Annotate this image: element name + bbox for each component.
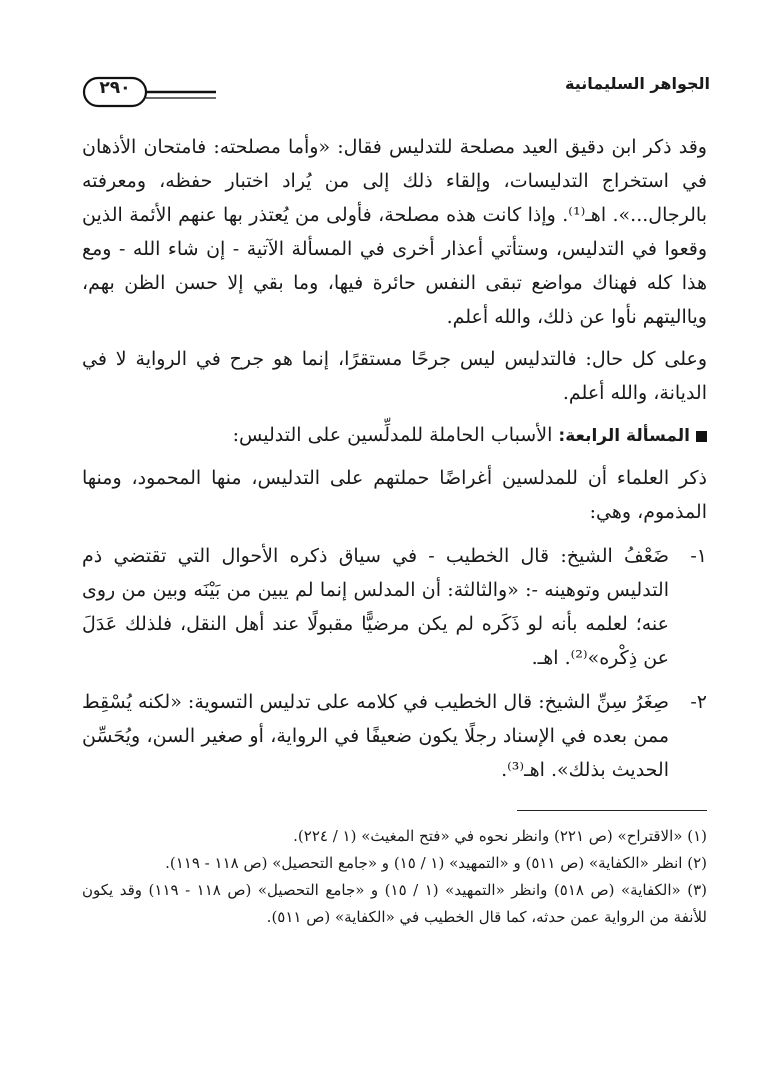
page-number: ٢٩٠ <box>99 78 131 98</box>
list-item-number: ٢- <box>690 691 707 713</box>
paragraph: وعلى كل حال: فالتدليس ليس جرحًا مستقرًا، إنما هو جرح في الرواية لا في الديانة، والله أعلم. <box>82 348 707 404</box>
section-heading-text: الأسباب الحاملة للمدلِّسين على التدليس: <box>232 424 553 446</box>
square-bullet-icon <box>696 431 707 442</box>
list-item-text: صِغَرُ سِنِّ الشيخ: قال الخطيب في كلامه على تدليس التسوية: «لكنه يُسْقِط ممن بعده في الإسناد رجلًا يكون ضعيفًا في الرواية، أو صغير السن، ويُحَسِّن الحديث بذلك». اهـ⁽³⁾. <box>82 691 669 781</box>
section-heading-label: المسألة الرابعة: <box>558 426 690 446</box>
list-item-text: ضَعْفُ الشيخ: قال الخطيب - في سياق ذكره الأحوال التي تقتضي ذم التدليس وتوهينه -: «والثالثة: أن المدلس إنما لم يبين من بَيْنَه وبين من روى عنه؛ لعلمه بأنه لو ذَكَره لم يكن مرضيًّا مقبولًا عند أهل النقل، فلذلك عَدَلَ عن ذِكْره»⁽²⁾. اهـ. <box>82 545 669 669</box>
page-number-ornament <box>80 72 220 112</box>
running-title: الجواهر السليمانية <box>565 74 710 93</box>
list-item <box>82 685 707 787</box>
page-header <box>80 72 710 112</box>
paragraph: وقد ذكر ابن دقيق العيد مصلحة للتدليس فقال: «وأما مصلحته: فامتحان الأذهان في استخراج التدليسات، وإلقاء ذلك إلى من يُراد اختبار حفظه، ومعرفته بالرجال...». اهـ⁽¹⁾. وإذا كانت هذه مصلحة، فأولى من يُعتذر بها عنهم الأئمة الذين وقعوا في التدليس، وستأتي أعذار أخرى في المسألة الآتية - إن شاء الله - ومع هذا كله فهناك مواضع تبقى النفس حائرة فيها، وما بقي إلا حسن الظن بهم، ويااليتهم نأوا عن ذلك، والله أعلم. <box>82 136 707 328</box>
paragraph: ذكر العلماء أن للمدلسين أغراضًا حملتهم على التدليس، منها المحمود، ومنها المذموم، وهي: <box>82 467 707 523</box>
main-text <box>82 130 707 787</box>
list-item <box>82 539 707 675</box>
footnote-divider <box>517 810 707 811</box>
list-item-number: ١- <box>690 545 707 567</box>
footnote: (٣) «الكفاية» (ص ٥١٨) وانظر «التمهيد» (١ / ١٥) و «جامع التحصيل» (ص ١١٨ - ١١٩) وقد يكون للأنفة من الرواية عمن حدثه، كما قال الخطيب في «الكفاية» (ص ٥١١). <box>82 881 708 926</box>
footnotes <box>82 810 707 931</box>
footnote: (٢) انظر «الكفاية» (ص ٥١١) و «التمهيد» (١ / ١٥) و «جامع التحصيل» (ص ١١٨ - ١١٩). <box>165 854 707 872</box>
section-heading <box>82 418 707 453</box>
footnote: (١) «الاقتراح» (ص ٢٢١) وانظر نحوه في «فتح المغيث» (١ / ٢٢٤). <box>293 827 707 845</box>
